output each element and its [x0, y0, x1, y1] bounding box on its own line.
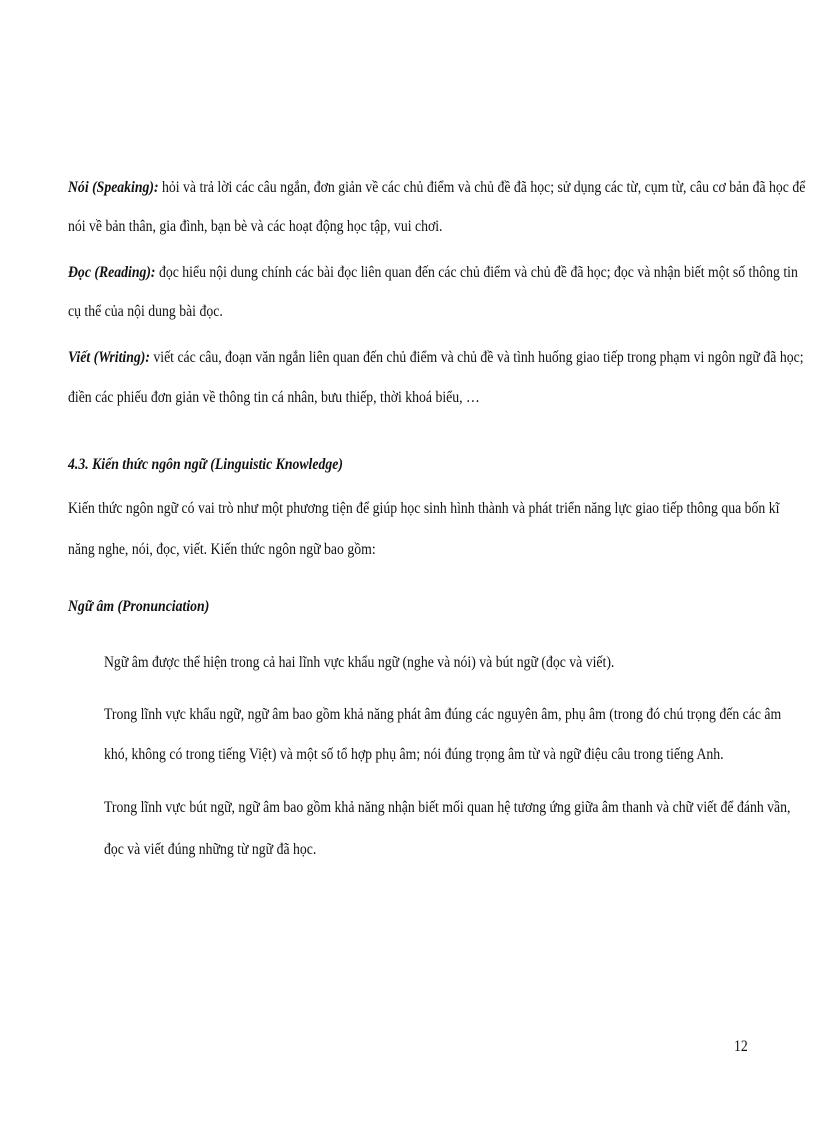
pronunciation-heading: Ngữ âm (Pronunciation): [68, 598, 210, 615]
reading-paragraph-line-2: cụ thể của nội dung bài đọc.: [68, 303, 223, 320]
speaking-paragraph-line-1: [68, 178, 806, 198]
page-number: 12: [734, 1038, 748, 1055]
pronunciation-paragraph-1: Ngữ âm được thể hiện trong cả hai lĩnh vực khẩu ngữ (nghe và nói) và bút ngữ (đọc và viết).: [104, 654, 615, 671]
writing-paragraph-line-2: điền các phiếu đơn giản về thông tin cá nhân, bưu thiếp, thời khoá biểu, …: [68, 389, 480, 406]
speaking-label: Nói (Speaking):: [68, 179, 159, 196]
reading-paragraph-line-1: [68, 263, 798, 283]
reading-text-1: đọc hiểu nội dung chính các bài đọc liên quan đến các chủ điểm và chủ đề đã học; đọc và nhận biết một số thông tin: [155, 264, 798, 281]
reading-label: Đọc (Reading):: [68, 264, 156, 281]
speaking-paragraph-line-2: nói về bản thân, gia đình, bạn bè và các hoạt động học tập, vui chơi.: [68, 218, 443, 235]
intro-line-2: năng nghe, nói, đọc, viết. Kiến thức ngôn ngữ bao gồm:: [68, 541, 376, 558]
writing-label: Viết (Writing):: [68, 349, 150, 366]
pronunciation-paragraph-2-line-2: khó, không có trong tiếng Việt) và một số tổ hợp phụ âm; nói đúng trọng âm từ và ngữ điệu câu trong tiếng Anh.: [104, 746, 724, 763]
pronunciation-paragraph-3-line-1: Trong lĩnh vực bút ngữ, ngữ âm bao gồm khả năng nhận biết mối quan hệ tương ứng giữa âm thanh và chữ viết để đánh vần,: [104, 799, 791, 816]
pronunciation-paragraph-2-line-1: Trong lĩnh vực khẩu ngữ, ngữ âm bao gồm khả năng phát âm đúng các nguyên âm, phụ âm (trong đó chú trọng đến các âm: [104, 706, 782, 723]
writing-paragraph-line-1: [68, 348, 804, 368]
section-heading: 4.3. Kiến thức ngôn ngữ (Linguistic Knowledge): [68, 456, 343, 473]
pronunciation-paragraph-3-line-2: đọc và viết đúng những từ ngữ đã học.: [104, 841, 317, 858]
intro-line-1: Kiến thức ngôn ngữ có vai trò như một phương tiện để giúp học sinh hình thành và phát triển năng lực giao tiếp thông qua bốn kĩ: [68, 500, 780, 517]
speaking-text-1: hỏi và trả lời các câu ngắn, đơn giản về các chủ điểm và chủ đề đã học; sử dụng các từ, cụm từ, câu cơ bản đã học để: [158, 179, 806, 196]
writing-text-1: viết các câu, đoạn văn ngắn liên quan đến chủ điểm và chủ đề và tình huống giao tiếp trong phạm vi ngôn ngữ đã học;: [149, 349, 804, 366]
